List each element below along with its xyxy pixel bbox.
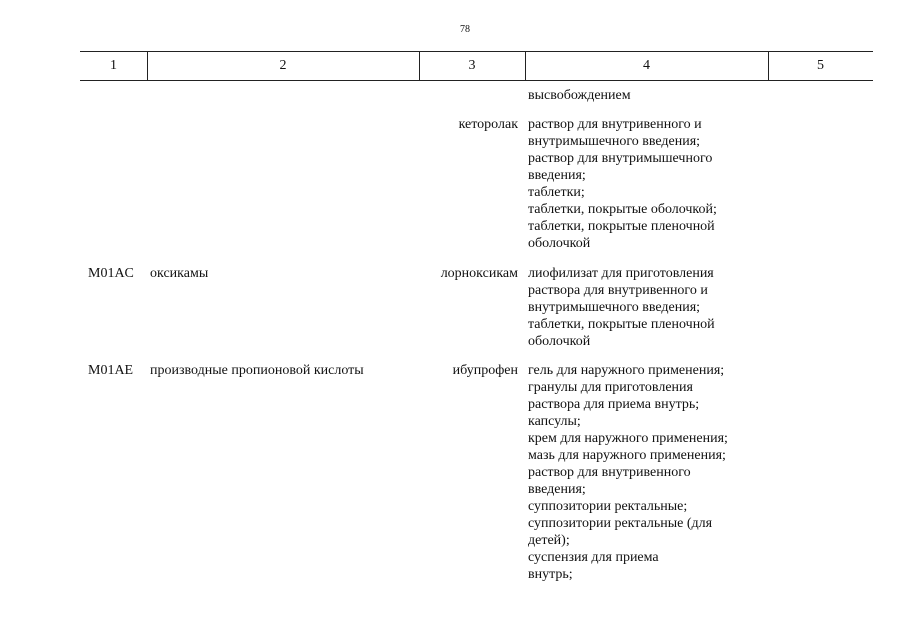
dosage-form-line: оболочкой [528, 236, 591, 251]
dosage-form-line: мазь для наружного применения; [528, 448, 726, 463]
dosage-form-line: гель для наружного применения; [528, 363, 725, 378]
dosage-form-line: введения; [528, 168, 586, 183]
header-col-5: 5 [817, 58, 824, 73]
dosage-form-line: раствор для внутримышечного [528, 151, 713, 166]
dosage-form-line: раствор для внутривенного [528, 465, 691, 480]
table-header-row [80, 51, 873, 81]
drug-group: оксикамы [150, 266, 209, 281]
dosage-form-line: раствор для внутривенного и [528, 117, 702, 132]
dosage-forms [528, 116, 717, 252]
dosage-form-line: таблетки, покрытые пленочной [528, 317, 715, 332]
header-col-2: 2 [279, 58, 287, 73]
page-number: 78 [460, 24, 470, 35]
dosage-form-line: внутримышечного введения; [528, 134, 701, 149]
dosage-form-line: оболочкой [528, 334, 591, 349]
dosage-form-line: таблетки; [528, 185, 585, 200]
dosage-forms [528, 362, 728, 583]
dosage-form-line: раствора для внутривенного и [528, 283, 708, 298]
dosage-form-line: суппозитории ректальные (для [528, 516, 713, 531]
drug-name: лорноксикам [440, 266, 518, 281]
dosage-form-line: таблетки, покрытые пленочной [528, 219, 715, 234]
dosage-forms [528, 265, 715, 350]
dosage-form-line: детей); [528, 533, 570, 548]
continuation-text: высвобождением [528, 88, 631, 103]
atc-code: M01AE [88, 363, 134, 378]
dosage-form-line: капсулы; [528, 414, 581, 429]
dosage-form-line: таблетки, покрытые оболочкой; [528, 202, 717, 217]
drug-name: ибупрофен [452, 363, 518, 378]
dosage-form-line: суппозитории ректальные; [528, 499, 688, 514]
drug-name: кеторолак [458, 117, 518, 132]
dosage-form-line: гранулы для приготовления [528, 380, 693, 395]
dosage-form-line: внутримышечного введения; [528, 300, 701, 315]
header-col-1: 1 [110, 58, 117, 73]
header-col-3: 3 [468, 58, 476, 73]
header-col-4: 4 [643, 58, 650, 73]
dosage-form-line: суспензия для приема [528, 550, 659, 565]
dosage-form-line: введения; [528, 482, 586, 497]
dosage-form-line: внутрь; [528, 567, 573, 582]
dosage-form-line: лиофилизат для приготовления [528, 266, 714, 281]
dosage-form-line: крем для наружного применения; [528, 431, 728, 446]
atc-code: M01AC [88, 266, 134, 281]
drug-group: производные пропионовой кислоты [150, 363, 364, 378]
dosage-form-line: раствора для приема внутрь; [528, 397, 700, 412]
